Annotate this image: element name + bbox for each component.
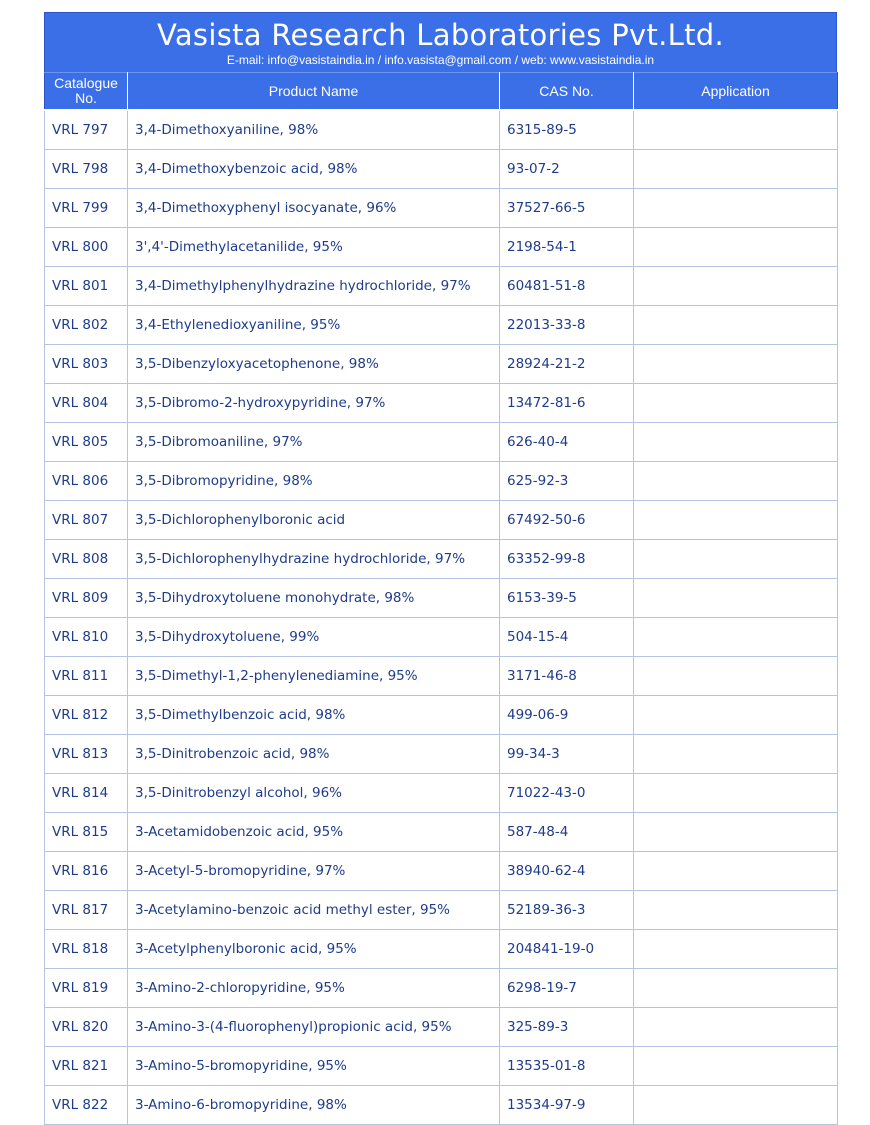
cas-number-cell: 28924-21-2 bbox=[500, 345, 634, 384]
application-cell bbox=[634, 618, 838, 657]
application-cell bbox=[634, 501, 838, 540]
table-row bbox=[45, 1086, 838, 1125]
contact-line: E-mail: info@vasistaindia.in / info.vasista@gmail.com / web: www.vasistaindia.in bbox=[226, 53, 655, 67]
product-name-cell: 3,5-Dimethylbenzoic acid, 98% bbox=[128, 696, 500, 735]
application-cell bbox=[634, 969, 838, 1008]
product-name-cell: 3,4-Ethylenedioxyaniline, 95% bbox=[128, 306, 500, 345]
application-cell bbox=[634, 813, 838, 852]
cas-number-cell: 499-06-9 bbox=[500, 696, 634, 735]
product-name-cell: 3,5-Dimethyl-1,2-phenylenediamine, 95% bbox=[128, 657, 500, 696]
table-row bbox=[45, 306, 838, 345]
table-row bbox=[45, 735, 838, 774]
application-cell bbox=[634, 384, 838, 423]
product-table bbox=[44, 72, 838, 1125]
catalogue-number-cell: VRL 819 bbox=[45, 969, 128, 1008]
table-row bbox=[45, 657, 838, 696]
cas-number-cell: 38940-62-4 bbox=[500, 852, 634, 891]
table-row bbox=[45, 813, 838, 852]
table-row bbox=[45, 462, 838, 501]
table-row bbox=[45, 891, 838, 930]
catalogue-number-cell: VRL 803 bbox=[45, 345, 128, 384]
catalogue-number-cell: VRL 815 bbox=[45, 813, 128, 852]
catalogue-number-cell: VRL 797 bbox=[45, 110, 128, 150]
cas-number-cell: 6153-39-5 bbox=[500, 579, 634, 618]
catalogue-number-cell: VRL 799 bbox=[45, 189, 128, 228]
application-cell bbox=[634, 891, 838, 930]
cas-number-cell: 2198-54-1 bbox=[500, 228, 634, 267]
cas-number-cell: 37527-66-5 bbox=[500, 189, 634, 228]
column-header-product: Product Name bbox=[128, 73, 500, 111]
product-name-cell: 3,5-Dibromoaniline, 97% bbox=[128, 423, 500, 462]
catalogue-number-cell: VRL 801 bbox=[45, 267, 128, 306]
catalogue-number-cell: VRL 818 bbox=[45, 930, 128, 969]
cas-number-cell: 626-40-4 bbox=[500, 423, 634, 462]
cas-number-cell: 52189-36-3 bbox=[500, 891, 634, 930]
cas-number-cell: 13534-97-9 bbox=[500, 1086, 634, 1125]
catalogue-number-cell: VRL 809 bbox=[45, 579, 128, 618]
table-row bbox=[45, 228, 838, 267]
application-cell bbox=[634, 540, 838, 579]
cas-number-cell: 325-89-3 bbox=[500, 1008, 634, 1047]
cas-number-cell: 60481-51-8 bbox=[500, 267, 634, 306]
cas-number-cell: 3171-46-8 bbox=[500, 657, 634, 696]
product-name-cell: 3,5-Dihydroxytoluene monohydrate, 98% bbox=[128, 579, 500, 618]
application-cell bbox=[634, 774, 838, 813]
catalogue-number-cell: VRL 812 bbox=[45, 696, 128, 735]
company-banner bbox=[44, 12, 837, 72]
product-name-cell: 3,5-Dichlorophenylhydrazine hydrochloride, 97% bbox=[128, 540, 500, 579]
application-cell bbox=[634, 267, 838, 306]
column-header-catalogue: Catalogue No. bbox=[45, 73, 128, 111]
application-cell bbox=[634, 345, 838, 384]
product-name-cell: 3-Amino-3-(4-fluorophenyl)propionic acid, 95% bbox=[128, 1008, 500, 1047]
table-row bbox=[45, 774, 838, 813]
cas-number-cell: 13535-01-8 bbox=[500, 1047, 634, 1086]
table-row bbox=[45, 189, 838, 228]
application-cell bbox=[634, 1008, 838, 1047]
table-header-row bbox=[45, 73, 838, 111]
application-cell bbox=[634, 852, 838, 891]
product-name-cell: 3,5-Dinitrobenzoic acid, 98% bbox=[128, 735, 500, 774]
cas-number-cell: 625-92-3 bbox=[500, 462, 634, 501]
table-row bbox=[45, 1047, 838, 1086]
product-name-cell: 3,4-Dimethoxybenzoic acid, 98% bbox=[128, 150, 500, 189]
table-row bbox=[45, 540, 838, 579]
catalogue-number-cell: VRL 820 bbox=[45, 1008, 128, 1047]
catalogue-sheet bbox=[44, 12, 837, 1125]
product-name-cell: 3,5-Dinitrobenzyl alcohol, 96% bbox=[128, 774, 500, 813]
product-name-cell: 3-Acetylamino-benzoic acid methyl ester, 95% bbox=[128, 891, 500, 930]
table-row bbox=[45, 852, 838, 891]
catalogue-number-cell: VRL 811 bbox=[45, 657, 128, 696]
cas-number-cell: 587-48-4 bbox=[500, 813, 634, 852]
catalogue-number-cell: VRL 814 bbox=[45, 774, 128, 813]
table-row bbox=[45, 110, 838, 150]
catalogue-number-cell: VRL 822 bbox=[45, 1086, 128, 1125]
cas-number-cell: 504-15-4 bbox=[500, 618, 634, 657]
cas-number-cell: 13472-81-6 bbox=[500, 384, 634, 423]
cas-number-cell: 204841-19-0 bbox=[500, 930, 634, 969]
catalogue-number-cell: VRL 802 bbox=[45, 306, 128, 345]
catalogue-number-cell: VRL 800 bbox=[45, 228, 128, 267]
application-cell bbox=[634, 150, 838, 189]
catalogue-number-cell: VRL 798 bbox=[45, 150, 128, 189]
column-header-cas: CAS No. bbox=[500, 73, 634, 111]
application-cell bbox=[634, 1086, 838, 1125]
catalogue-number-cell: VRL 808 bbox=[45, 540, 128, 579]
cas-number-cell: 93-07-2 bbox=[500, 150, 634, 189]
application-cell bbox=[634, 696, 838, 735]
product-name-cell: 3-Amino-6-bromopyridine, 98% bbox=[128, 1086, 500, 1125]
catalogue-number-cell: VRL 810 bbox=[45, 618, 128, 657]
application-cell bbox=[634, 462, 838, 501]
product-name-cell: 3',4'-Dimethylacetanilide, 95% bbox=[128, 228, 500, 267]
catalogue-number-cell: VRL 806 bbox=[45, 462, 128, 501]
table-row bbox=[45, 267, 838, 306]
catalogue-number-cell: VRL 816 bbox=[45, 852, 128, 891]
application-cell bbox=[634, 228, 838, 267]
product-name-cell: 3,4-Dimethylphenylhydrazine hydrochloride, 97% bbox=[128, 267, 500, 306]
table-row bbox=[45, 423, 838, 462]
product-name-cell: 3-Acetyl-5-bromopyridine, 97% bbox=[128, 852, 500, 891]
cas-number-cell: 22013-33-8 bbox=[500, 306, 634, 345]
product-name-cell: 3,5-Dichlorophenylboronic acid bbox=[128, 501, 500, 540]
cas-number-cell: 67492-50-6 bbox=[500, 501, 634, 540]
catalogue-number-cell: VRL 813 bbox=[45, 735, 128, 774]
application-cell bbox=[634, 1047, 838, 1086]
cas-number-cell: 6298-19-7 bbox=[500, 969, 634, 1008]
table-row bbox=[45, 501, 838, 540]
product-name-cell: 3,5-Dibenzyloxyacetophenone, 98% bbox=[128, 345, 500, 384]
cas-number-cell: 63352-99-8 bbox=[500, 540, 634, 579]
table-row bbox=[45, 384, 838, 423]
cas-number-cell: 99-34-3 bbox=[500, 735, 634, 774]
product-name-cell: 3,5-Dihydroxytoluene, 99% bbox=[128, 618, 500, 657]
table-row bbox=[45, 150, 838, 189]
company-name: Vasista Research Laboratories Pvt.Ltd. bbox=[156, 18, 725, 52]
application-cell bbox=[634, 110, 838, 150]
table-body bbox=[45, 110, 838, 1125]
cas-number-cell: 6315-89-5 bbox=[500, 110, 634, 150]
column-header-application: Application bbox=[634, 73, 838, 111]
product-name-cell: 3,4-Dimethoxyphenyl isocyanate, 96% bbox=[128, 189, 500, 228]
product-name-cell: 3-Acetamidobenzoic acid, 95% bbox=[128, 813, 500, 852]
catalogue-number-cell: VRL 817 bbox=[45, 891, 128, 930]
application-cell bbox=[634, 657, 838, 696]
product-name-cell: 3-Acetylphenylboronic acid, 95% bbox=[128, 930, 500, 969]
table-row bbox=[45, 696, 838, 735]
application-cell bbox=[634, 189, 838, 228]
application-cell bbox=[634, 579, 838, 618]
application-cell bbox=[634, 735, 838, 774]
application-cell bbox=[634, 423, 838, 462]
product-name-cell: 3,5-Dibromo-2-hydroxypyridine, 97% bbox=[128, 384, 500, 423]
catalogue-number-cell: VRL 805 bbox=[45, 423, 128, 462]
product-name-cell: 3-Amino-2-chloropyridine, 95% bbox=[128, 969, 500, 1008]
product-name-cell: 3,4-Dimethoxyaniline, 98% bbox=[128, 110, 500, 150]
application-cell bbox=[634, 930, 838, 969]
product-name-cell: 3-Amino-5-bromopyridine, 95% bbox=[128, 1047, 500, 1086]
table-row bbox=[45, 618, 838, 657]
catalogue-number-cell: VRL 807 bbox=[45, 501, 128, 540]
table-row bbox=[45, 930, 838, 969]
catalogue-number-cell: VRL 804 bbox=[45, 384, 128, 423]
application-cell bbox=[634, 306, 838, 345]
table-row bbox=[45, 579, 838, 618]
cas-number-cell: 71022-43-0 bbox=[500, 774, 634, 813]
product-name-cell: 3,5-Dibromopyridine, 98% bbox=[128, 462, 500, 501]
table-row bbox=[45, 969, 838, 1008]
catalogue-number-cell: VRL 821 bbox=[45, 1047, 128, 1086]
table-row bbox=[45, 1008, 838, 1047]
table-row bbox=[45, 345, 838, 384]
